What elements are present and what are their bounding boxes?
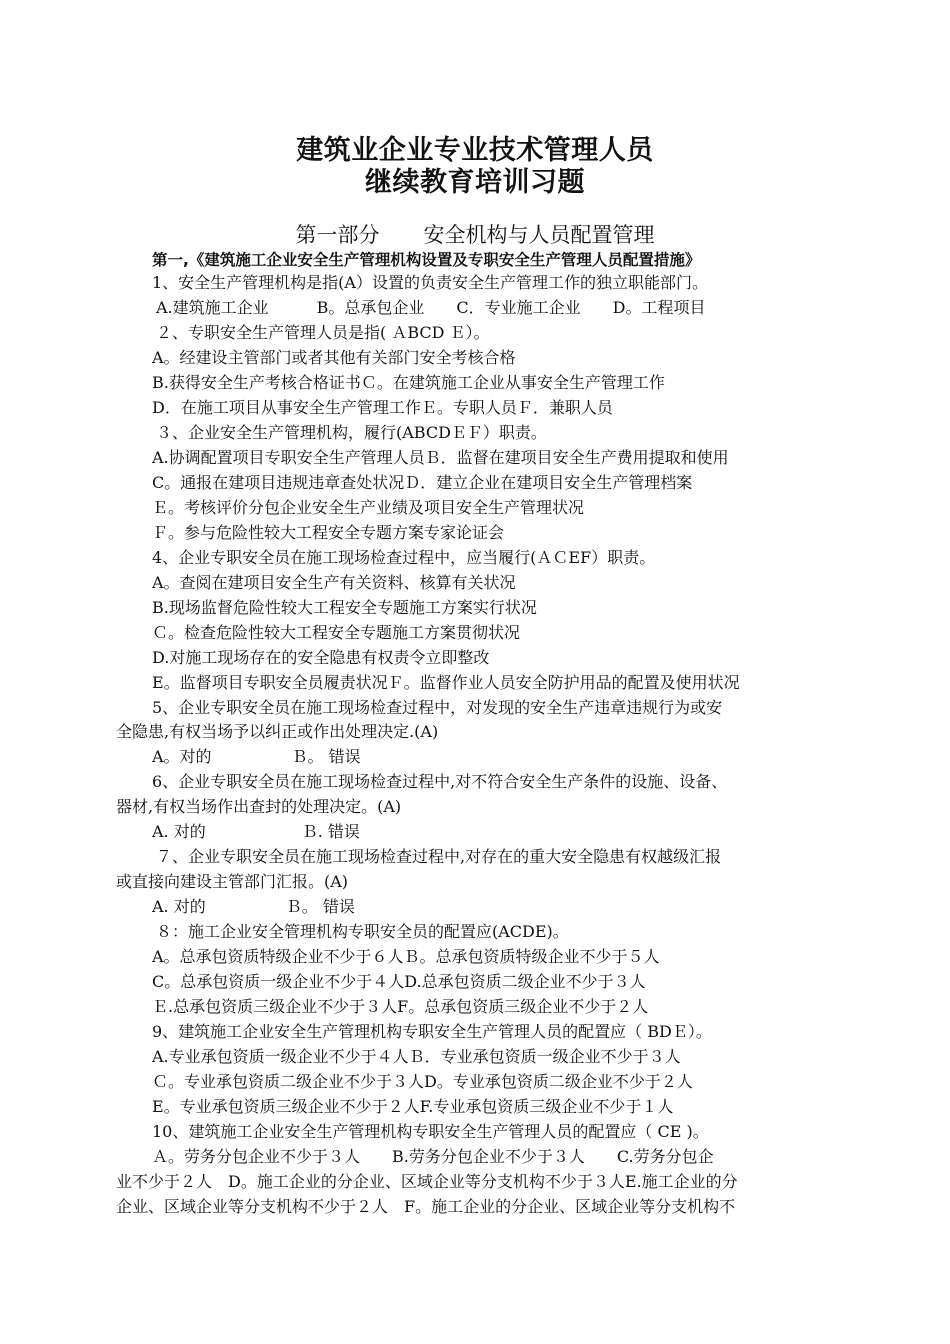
question-line: 10、建筑施工企业安全生产管理机构专职安全生产管理人员的配置应（ CE )。 [152,1122,709,1141]
option-line: E。专业承包资质三级企业不少于２人F.专业承包资质三级企业不少于１人 [152,1097,674,1116]
question-line-continued: 全隐患,有权当场予以纠正或作出处理决定.(A) [116,722,439,741]
option-line: Ｆ。参与危险性较大工程安全专题方案专家论证会 [152,523,505,542]
option-line: D.对施工现场存在的安全隐患有权责令立即整改 [152,648,490,667]
question-line: 1、安全生产管理机构是指(A）设置的负责安全生产管理工作的独立职能部门。 [152,273,708,292]
question-line: 9、建筑施工企业安全生产管理机构专职安全生产管理人员的配置应（ BDＥ）。 [152,1022,712,1041]
document-title-line1: 建筑业企业专业技术管理人员 [296,135,654,166]
part-number: 第一部分 [295,223,380,247]
option-line: Ｅ.总承包资质三级企业不少于３人F。总承包资质三级企业不少于２人 [152,997,649,1016]
option-line: E。监督项目专职安全员履责状况Ｆ。监督作业人员安全防护用品的配置及使用状况 [152,673,740,692]
question-line: 6、企业专职安全员在施工现场检查过程中,对不符合安全生产条件的设施、设备、 [152,772,728,791]
option-line: Ｃ。检查危险性较大工程安全专题施工方案贯彻状况 [152,623,521,642]
option-line: C。总承包资质一级企业不少于４人D.总承包资质二级企业不少于３人 [152,972,646,991]
option-line-continued: 业不少于２人 D。施工企业的分企业、区域企业等分支机构不少于３人E.施工企业的分 [116,1172,738,1191]
option-line: A.协调配置项目专职安全生产管理人员Ｂ．监督在建项目安全生产费用提取和使用 [152,448,729,467]
section-title: 第一,《建筑施工企业安全生产管理机构设置及专职安全生产管理人员配置措施》 [152,251,701,269]
question-line-continued: 器材,有权当场作出查封的处理决定。(A) [116,797,402,816]
part-name: 安全机构与人员配置管理 [423,223,655,247]
document-title-line2: 继续教育培训习题 [365,167,585,198]
part-heading [0,221,950,249]
option-line: Ｃ。专业承包资质二级企业不少于３人D。专业承包资质二级企业不少于２人 [152,1072,693,1091]
option-line: B.获得安全生产考核合格证书Ｃ。在建筑施工企业从事安全生产管理工作 [152,373,665,392]
option-line: B.现场监督危险性较大工程安全专题施工方案实行状况 [152,598,537,617]
option-line: C。通报在建项目违规违章查处状况Ｄ．建立企业在建项目安全生产管理档案 [152,473,693,492]
option-line-continued: 企业、区域企业等分支机构不少于２人 F。施工企业的分企业、区域企业等分支机构不 [116,1197,736,1216]
question-line: ７、企业专职安全员在施工现场检查过程中,对存在的重大安全隐患有权越级汇报 [156,847,722,866]
question-line-continued: 或直接向建设主管部门汇报。(A) [116,872,349,891]
option-line: A. 对的 Ｂ. 错误 [152,822,360,841]
option-line: D．在施工项目从事安全生产管理工作Ｅ。专职人员Ｆ．兼职人员 [152,398,613,417]
option-line: Ｅ。考核评价分包企业安全生产业绩及项目安全生产管理状况 [152,498,585,517]
option-line: A。对的 Ｂ。 错误 [152,747,361,766]
option-line: A。查阅在建项目安全生产有关资料、核算有关状况 [152,573,516,592]
question-line: ３、企业安全生产管理机构，履行(ABCDＥＦ）职责。 [156,423,547,442]
question-line: ８：施工企业安全管理机构专职安全员的配置应(ACDE)。 [156,922,569,941]
question-line: 4、企业专职安全员在施工现场检查过程中，应当履行(ＡＣEF）职责。 [152,548,656,567]
option-line: A。经建设主管部门或者其他有关部门安全考核合格 [152,348,516,367]
option-line: A.专业承包资质一级企业不少于４人Ｂ．专业承包资质一级企业不少于３人 [152,1047,681,1066]
option-line: Ａ。劳务分包企业不少于３人 B.劳务分包企业不少于３人 C.劳务分包企 [152,1147,714,1166]
option-line: A. 对的 Ｂ。 错误 [152,897,355,916]
question-line: 5、企业专职安全员在施工现场检查过程中，对发现的安全生产违章违规行为或安 [152,698,723,717]
option-line: A.建筑施工企业 B。总承包企业 C．专业施工企业 D。工程项目 [156,298,706,317]
option-line: A。总承包资质特级企业不少于６人Ｂ。总承包资质特级企业不少于５人 [152,947,660,966]
question-line: ２、专职安全生产管理人员是指( ＡBCD Ｅ）。 [156,323,490,342]
